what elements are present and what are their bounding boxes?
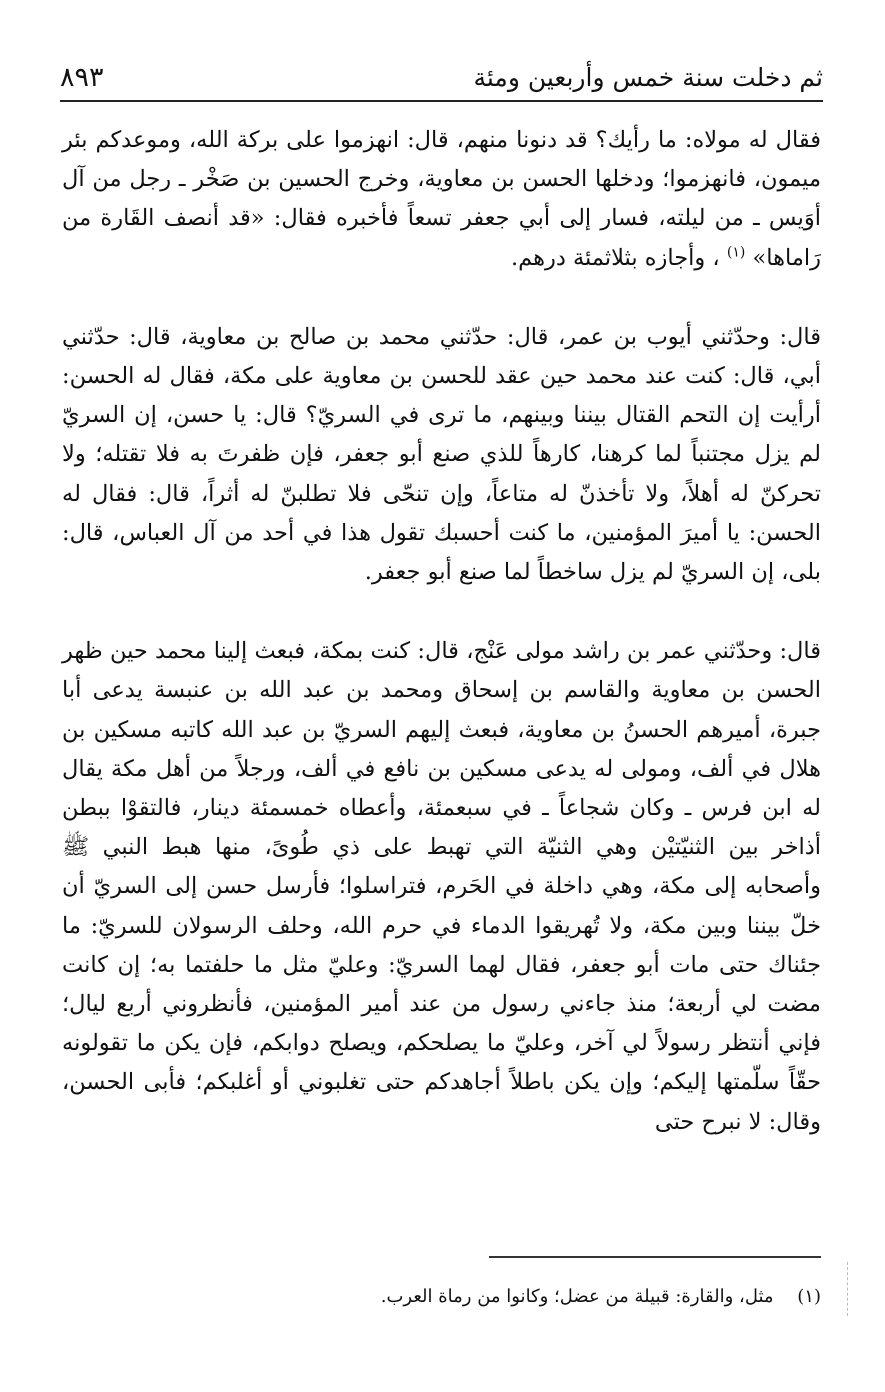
body-text	[62, 121, 821, 1142]
paragraph-text: ، وأجازه بثلاثمئة درهم.	[510, 244, 720, 271]
page-header	[60, 56, 823, 102]
paragraph-text: قال: وحدّثني عمر بن راشد مولى عَنْج، قال: كنت بمكة، فبعث إلينا محمد حين ظهر الحسن بن معاوية والقاسم بن إسحاق ومحمد بن عبد الله بن عنبسة يدعى أبا جبرة، أميرهم الحسنُ بن معاوية، فبعث إليهم السريّ بن عبد الله كاتبه مسكين بن هلال في ألف، ومولى له يدعى مسكين بن نافع في ألف، ورجلاً من أهل مكة يقال له ابن فرس ـ وكان شجاعاً ـ في سبعمئة، وأعطاه خمسمئة دينار، فالتقوْا ببطن أذاخر بين الثنيّتيْن وهي الثنيّة التي تهبط على ذي طُوىً، منها هبط النبي ﷺ وأصحابه إلى مكة، وهي داخلة في الحَرم، فتراسلوا؛ فأرسل حسن إلى السريّ أن خلّ بيننا وبين مكة، ولا تُهريقوا الدماء في حرم الله، وحلف الرسولان للسريّ: ما جئناك حتى مات أبو جعفر، فقال لهما السريّ: وعليّ مثل ما حلفتما به؛ إن كانت مضت لي أربعة؛ منذ جاءني رسول من عند أمير المؤمنين، فأنظروني أربع ليال؛ فإني أنتظر رسولاً لي آخر، وعليّ ما يصلحكم، ويصلح دوابكم، فإن يكن ما تقولونه حقّاً سلّمتها إليكم؛ وإن يكن باطلاً أجاهدكم حتى تغلبوني أو أغلبكم؛ فأبى الحسن، وقال: لا نبرح حتى	[62, 638, 821, 1135]
footnote-reference: (١)	[726, 244, 746, 261]
footnotes	[62, 1281, 821, 1313]
footnote-number: (١)	[797, 1286, 821, 1307]
footnote-text: مثل، والقارة: قبيلة من عضل؛ وكانوا من رماة العرب.	[380, 1286, 774, 1307]
paragraph-text: فقال له مولاه: ما رأيك؟ قد دنونا منهم، قال: انهزموا على بركة الله، وموعدكم بئر ميمون، فانهزموا؛ ودخلها الحسن بن معاوية، وخرج الحسين بن صَخْر ـ رجل من آل أوَيس ـ من ليلته، فسار إلى أبي جعفر تسعاً فأخبره فقال: «قد أنصف القَارة من رَاماها»	[62, 127, 821, 271]
paragraph	[62, 121, 821, 278]
footnote-divider	[489, 1256, 821, 1258]
running-head: ثم دخلت سنة خمس وأربعين ومئة	[473, 63, 823, 92]
page-number: ٨٩٣	[60, 62, 104, 93]
paragraph-text: قال: وحدّثني أيوب بن عمر، قال: حدّثني محمد بن صالح بن معاوية، قال: حدّثني أبي، قال: كنت عند محمد حين عقد للحسن بن معاوية على مكة، فقال له الحسن: أرأيت إن التحم القتال بيننا وبينهم، ما ترى في السريّ؟ قال: يا حسن، إن السريّ لم يزل مجتنباً لما كرهنا، كارهاً للذي صنع أبو جعفر، فإن ظفرتَ به فلا تقتله؛ ولا تحركنّ له أهلاً، ولا تأخذنّ له متاعاً، وإن تنحّى فلا تطلبنّ له أثراً، قال: فقال له الحسن: يا أميرَ المؤمنين، ما كنت أحسبك تقول هذا في أحد من آل العباس، قال: بلى، إن السريّ لم يزل ساخطاً لما صنع أبو جعفر.	[62, 323, 821, 586]
paragraph	[62, 632, 821, 1142]
footnote	[62, 1281, 821, 1313]
paragraph	[62, 318, 821, 592]
scan-margin-mark	[847, 1262, 848, 1316]
